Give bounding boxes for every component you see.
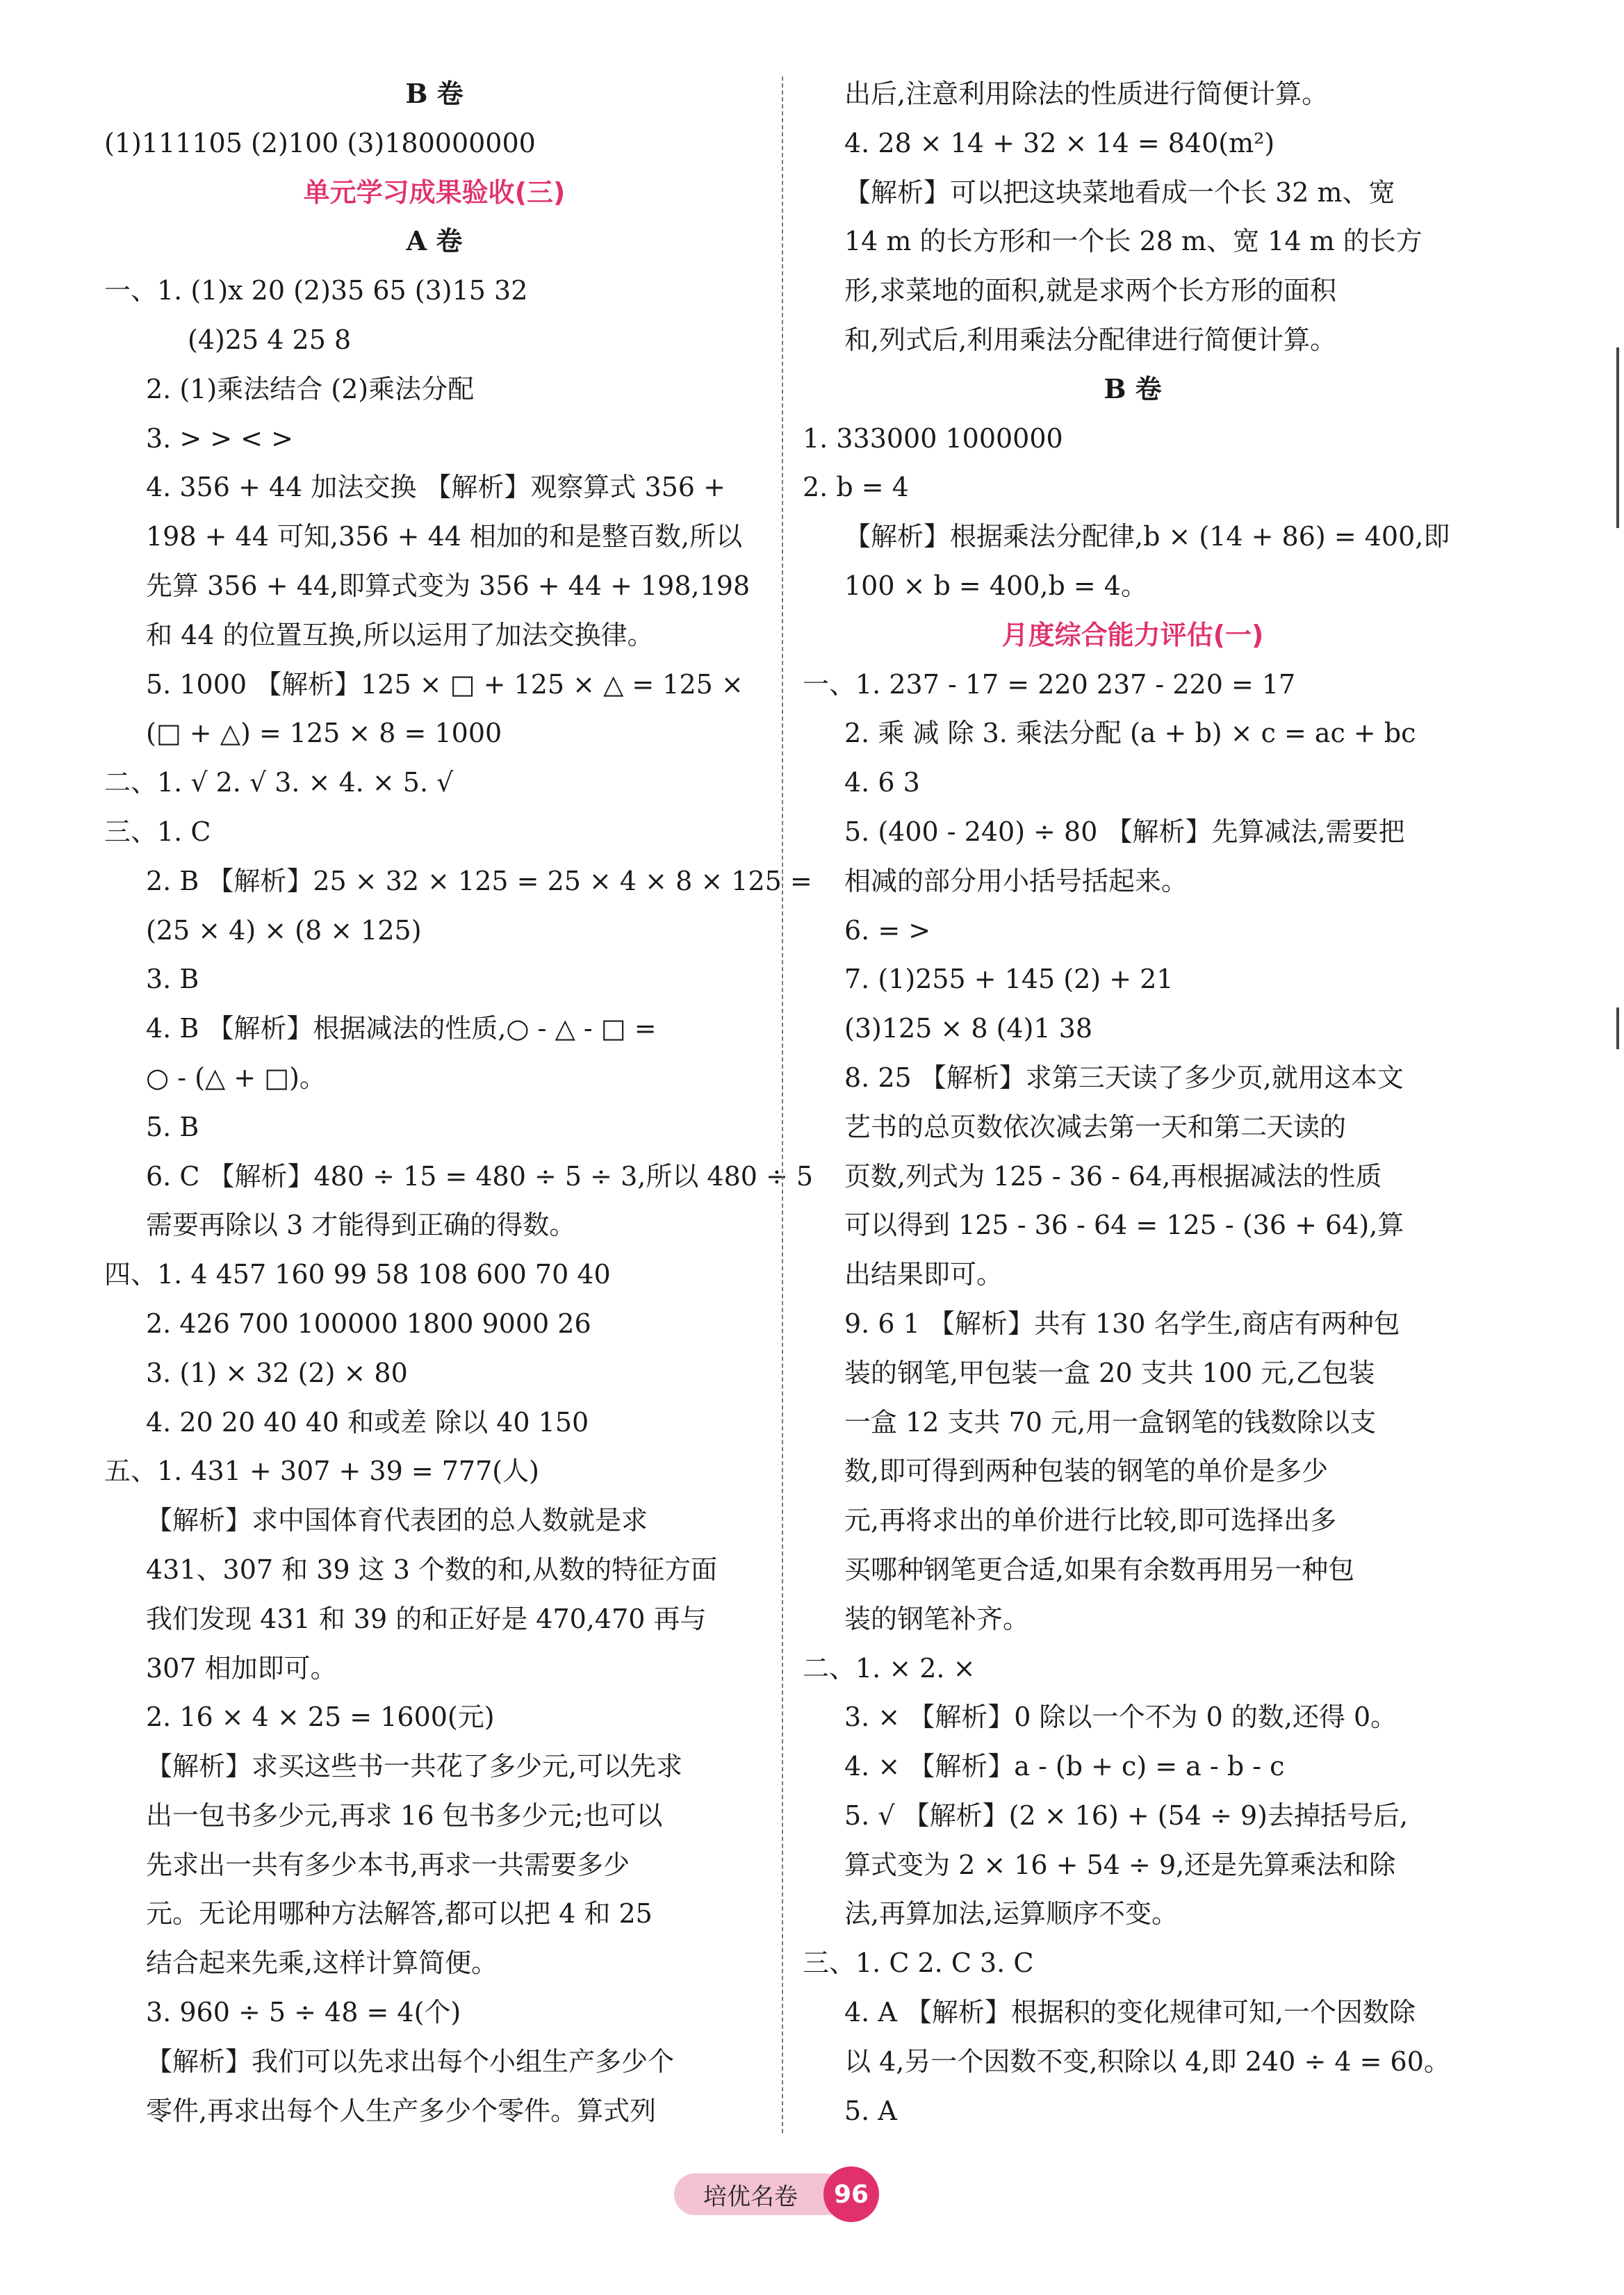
answer-line: 2. B 【解析】25 × 32 × 125 = 25 × 4 × 8 × 125 = [146, 865, 812, 896]
footer [674, 2166, 903, 2222]
section-heading: 月度综合能力评估(一) [1001, 619, 1264, 650]
answer-line: 数,即可得到两种包装的钢笔的单价是多少 [844, 1456, 1329, 1487]
answer-line: 以 4,另一个因数不变,积除以 4,即 240 ÷ 4 = 60。 [844, 2046, 1450, 2077]
answer-line: 和 44 的位置互换,所以运用了加法交换律。 [146, 619, 654, 650]
answer-line: 我们发现 431 和 39 的和正好是 470,470 再与 [146, 1603, 707, 1634]
column-divider [782, 76, 783, 2133]
answer-line: 【解析】我们可以先求出每个小组生产多少个 [146, 2046, 675, 2077]
answer-line: 4. 356 + 44 加法交换 【解析】观察算式 356 + [146, 472, 725, 503]
answer-line: 307 相加即可。 [146, 1652, 337, 1684]
answer-line: (1)111105 (2)100 (3)180000000 [104, 127, 536, 158]
answer-line: 3. × 【解析】0 除以一个不为 0 的数,还得 0。 [844, 1702, 1397, 1733]
answer-line: 买哪种钢笔更合适,如果有余数再用另一种包 [844, 1554, 1355, 1585]
answer-line: 4. A 【解析】根据积的变化规律可知,一个因数除 [844, 1997, 1416, 2028]
answer-line: 一、1. (1)x 20 (2)35 65 (3)15 32 [104, 275, 528, 306]
answer-line: 6. C 【解析】480 ÷ 15 = 480 ÷ 5 ÷ 3,所以 480 ÷ 5 [146, 1160, 814, 1192]
answer-line: 4. 28 × 14 + 32 × 14 = 840(m²) [844, 127, 1275, 158]
section-heading: 单元学习成果验收(三) [303, 176, 566, 208]
answer-line: 【解析】求中国体育代表团的总人数就是求 [146, 1505, 648, 1536]
answer-line: 五、1. 431 + 307 + 39 = 777(人) [104, 1456, 539, 1487]
answer-line: 6. = > [844, 914, 931, 946]
answer-line: 法,再算加法,运算顺序不变。 [844, 1898, 1179, 1930]
left-column [104, 69, 814, 2135]
section-heading: B 卷 [405, 78, 464, 109]
answer-line: 形,求菜地的面积,就是求两个长方形的面积 [844, 275, 1337, 306]
answer-line: 装的钢笔,甲包装一盒 20 支共 100 元,乙包装 [844, 1357, 1375, 1388]
answer-line: 3. > > < > [146, 422, 293, 454]
answer-line: 出结果即可。 [844, 1259, 1003, 1290]
right-column [803, 69, 1463, 2135]
answer-line: 198 + 44 可知,356 + 44 相加的和是整百数,所以 [146, 521, 743, 552]
answer-line: 2. 426 700 100000 1800 9000 26 [146, 1308, 591, 1339]
footer-label: 培优名卷 [674, 2173, 848, 2215]
answer-line: 2. (1)乘法结合 (2)乘法分配 [146, 373, 475, 404]
answer-line: 431、307 和 39 这 3 个数的和,从数的特征方面 [146, 1554, 718, 1585]
answer-line: 8. 25 【解析】求第三天读了多少页,就用这本文 [844, 1062, 1404, 1093]
answer-line: 先算 356 + 44,即算式变为 356 + 44 + 198,198 [146, 570, 751, 601]
answer-line: 5. √ 【解析】(2 × 16) + (54 ÷ 9)去掉括号后, [844, 1800, 1409, 1831]
section-heading: B 卷 [1104, 372, 1162, 404]
answer-line: 2. 乘 减 除 3. 乘法分配 (a + b) × c = ac + bc [844, 718, 1416, 749]
answer-line: 元,再将求出的单价进行比较,即可选择出多 [844, 1505, 1337, 1536]
answer-line: 2. b = 4 [803, 472, 909, 503]
answer-line: 需要再除以 3 才能得到正确的得数。 [146, 1210, 576, 1241]
answer-line: 3. 960 ÷ 5 ÷ 48 = 4(个) [146, 1997, 461, 2028]
answer-line: 7. (1)255 + 145 (2) + 21 [844, 964, 1174, 995]
answer-line: 艺书的总页数依次减去第一天和第二天读的 [844, 1111, 1347, 1142]
answer-line: 4. B 【解析】根据减法的性质,○ - △ - □ = [146, 1013, 657, 1044]
answer-line: 元。无论用哪种方法解答,都可以把 4 和 25 [146, 1898, 653, 1930]
answer-line: 零件,再求出每个人生产多少个零件。算式列 [146, 2095, 657, 2126]
answer-line: 页数,列式为 125 - 36 - 64,再根据减法的性质 [844, 1160, 1382, 1192]
answer-line: 5. 1000 【解析】125 × □ + 125 × △ = 125 × [146, 668, 744, 700]
edge-mark [1616, 1007, 1619, 1049]
answer-line: 二、1. × 2. × [803, 1652, 976, 1684]
answer-line: 2. 16 × 4 × 25 = 1600(元) [146, 1702, 495, 1733]
answer-line: 【解析】根据乘法分配律,b × (14 + 86) = 400,即 [844, 521, 1450, 552]
answer-line: 4. 20 20 40 40 和或差 除以 40 150 [146, 1406, 589, 1438]
answer-line: 结合起来先乘,这样计算简便。 [146, 1948, 498, 1979]
answer-line: ○ - (△ + □)。 [146, 1062, 326, 1093]
answer-line: (3)125 × 8 (4)1 38 [844, 1013, 1093, 1044]
page-number: 96 [823, 2166, 879, 2222]
answer-line: 先求出一共有多少本书,再求一共需要多少 [146, 1849, 630, 1880]
answer-line: 3. B [146, 964, 199, 995]
answer-line: 装的钢笔补齐。 [844, 1603, 1030, 1634]
answer-line: 和,列式后,利用乘法分配律进行简便计算。 [844, 324, 1337, 355]
answer-line: 可以得到 125 - 36 - 64 = 125 - (36 + 64),算 [844, 1210, 1404, 1241]
answer-line: 3. (1) × 32 (2) × 80 [146, 1357, 408, 1388]
answer-line: (25 × 4) × (8 × 125) [146, 914, 422, 946]
answer-line: 5. (400 - 240) ÷ 80 【解析】先算减法,需要把 [844, 816, 1405, 847]
answer-line: 5. B [146, 1111, 199, 1142]
edge-mark [1616, 347, 1619, 528]
answer-line: 5. A [844, 2095, 897, 2126]
answer-line: 算式变为 2 × 16 + 54 ÷ 9,还是先算乘法和除 [844, 1849, 1396, 1880]
answer-line: 1. 333000 1000000 [803, 422, 1063, 454]
answer-line: 二、1. √ 2. √ 3. × 4. × 5. √ [104, 767, 454, 798]
answer-line: 【解析】求买这些书一共花了多少元,可以先求 [146, 1751, 683, 1782]
answer-line: (□ + △) = 125 × 8 = 1000 [146, 718, 502, 749]
answer-line: 一盒 12 支共 70 元,用一盒钢笔的钱数除以支 [844, 1406, 1377, 1438]
answer-line: 【解析】可以把这块菜地看成一个长 32 m、宽 [844, 176, 1395, 208]
answer-line: 一、1. 237 - 17 = 220 237 - 220 = 17 [803, 668, 1296, 700]
answer-line: 三、1. C [104, 816, 211, 847]
answer-line: 100 × b = 400,b = 4。 [844, 570, 1147, 601]
answer-line: (4)25 4 25 8 [188, 324, 352, 355]
answer-line: 4. 6 3 [844, 767, 920, 798]
answer-line: 相减的部分用小括号括起来。 [844, 865, 1188, 896]
answer-line: 14 m 的长方形和一个长 28 m、宽 14 m 的长方 [844, 226, 1422, 257]
answer-line: 出后,注意利用除法的性质进行简便计算。 [844, 79, 1329, 109]
answer-line: 出一包书多少元,再求 16 包书多少元;也可以 [146, 1800, 663, 1831]
answer-line: 9. 6 1 【解析】共有 130 名学生,商店有两种包 [844, 1308, 1400, 1339]
answer-line: 4. × 【解析】a - (b + c) = a - b - c [844, 1751, 1285, 1782]
answer-line: 四、1. 4 457 160 99 58 108 600 70 40 [104, 1259, 611, 1290]
section-heading: A 卷 [406, 225, 463, 257]
answer-line: 三、1. C 2. C 3. C [803, 1948, 1034, 1979]
